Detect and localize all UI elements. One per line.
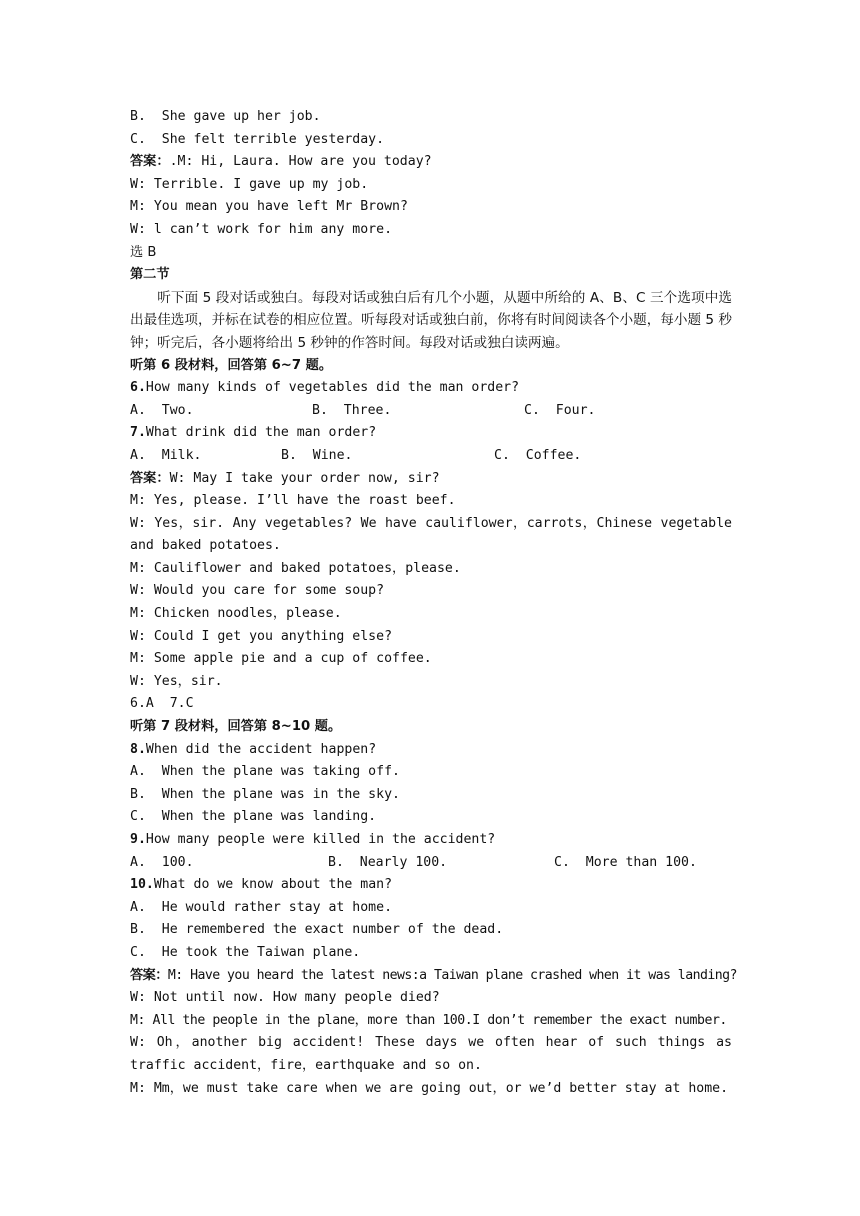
transcript-line: M: Mm，we must take care when we are going out，or we’d better stay at home. <box>130 1080 729 1096</box>
section-heading: 第二节 <box>130 267 170 283</box>
question-text: How many kinds of vegetables did the man order? <box>145 380 520 396</box>
transcript-line: M: Cauliflower and baked potatoes，please. <box>130 560 461 576</box>
option-a: A. Milk. <box>130 447 202 463</box>
transcript-line: M: Some apple pie and a cup of coffee. <box>130 651 432 667</box>
option-c: C. Four. <box>524 402 596 418</box>
answer-line <box>130 151 732 174</box>
option-b: B. Wine. <box>281 447 353 463</box>
answer-line <box>130 468 732 491</box>
option-b: B. He remembered the exact number of the dead. <box>130 922 504 938</box>
option-b: B. She gave up her job. <box>130 109 321 124</box>
transcript-line: W: Would you care for some soup? <box>130 583 385 599</box>
question-6 <box>130 377 732 400</box>
option-b: B. Nearly 100. <box>328 854 448 870</box>
option-b: B. Three. <box>312 402 392 418</box>
option-c: C. Coffee. <box>494 447 582 463</box>
material-7-heading: 听第 7 段材料，回答第 8~10 题。 <box>130 719 342 735</box>
question-number: 8. <box>130 741 146 757</box>
question-text: How many people were killed in the accident? <box>145 832 496 847</box>
question-text: What do we know about the man? <box>153 877 393 893</box>
transcript-line: M: You mean you have left Mr Brown? <box>130 199 408 215</box>
transcript-line: M: Yes, please. I’ll have the roast beef. <box>130 493 456 509</box>
option-c: C. She felt terrible yesterday. <box>130 131 385 147</box>
transcript-line: W: Oh，another big accident! These days we often hear of such things as traffic accident，fire，earthquake and so on. <box>130 1035 732 1073</box>
option-a: A. He would rather stay at home. <box>130 899 393 915</box>
question-8 <box>130 739 732 762</box>
question-9 <box>130 829 732 852</box>
transcript-line: W: Terrible. I gave up my job. <box>130 176 369 192</box>
question-7-options <box>130 445 732 468</box>
answer-line <box>130 965 737 988</box>
document-page <box>130 106 737 1100</box>
option-c: C. He took the Taiwan plane. <box>130 944 361 960</box>
transcript-line: M: All the people in the plane，more than 100.I don’t remember the exact number. <box>130 1012 727 1028</box>
transcript-line: W: Yes，sir. Any vegetables? We have cauliflower，carrots，Chinese vegetable and baked potatoes. <box>130 515 732 554</box>
question-number: 10. <box>130 877 154 893</box>
transcript-line: W: Not until now. How many people died? <box>130 990 440 1006</box>
question-9-options <box>130 852 732 875</box>
transcript-line: .M: Hi, Laura. How are you today? <box>169 154 432 170</box>
question-number: 6. <box>130 380 146 396</box>
answer-label: 答案： <box>130 154 170 170</box>
question-7 <box>130 422 732 445</box>
transcript-line: W: Yes，sir. <box>130 673 223 689</box>
answer-label: 答案： <box>130 967 168 983</box>
question-text: When did the accident happen? <box>145 741 377 757</box>
option-a: A. When the plane was taking off. <box>130 764 400 780</box>
transcript-line: W: May I take your order now, sir? <box>169 470 440 486</box>
transcript-line: M: Chicken noodles，please. <box>130 606 342 622</box>
choice-answer: 选 B <box>130 244 157 260</box>
transcript-line: W: Could I get you anything else? <box>130 628 393 644</box>
transcript-line: W: l can’t work for him any more. <box>130 221 393 237</box>
material-6-heading: 听第 6 段材料，回答第 6~7 题。 <box>130 357 333 373</box>
answer-label: 答案： <box>130 470 170 486</box>
answer-key: 6.A 7.C <box>130 696 194 712</box>
option-c: C. More than 100. <box>554 854 697 870</box>
question-number: 9. <box>130 832 146 847</box>
option-a: A. 100. <box>130 854 194 870</box>
option-c: C. When the plane was landing. <box>130 809 377 825</box>
question-10 <box>130 874 732 897</box>
question-text: What drink did the man order? <box>145 425 377 441</box>
section-instructions: 听下面 5 段对话或独白。每段对话或独白后有几个小题，从题中所给的 A、B、C 三个选项中选出最佳选项，并标在试卷的相应位置。听每段对话或独白前，你将有时间阅读各个小题，每小题 5 秒钟；听完后，各小题将给出 5 秒钟的作答时间。每段对话或独白读两遍。 <box>130 289 732 351</box>
option-b: B. When the plane was in the sky. <box>130 786 400 802</box>
option-a: A. Two. <box>130 402 194 418</box>
question-6-options <box>130 400 732 423</box>
transcript-line: M: Have you heard the latest news:a Taiwan plane crashed when it was landing? <box>167 967 737 983</box>
question-number: 7. <box>130 425 146 441</box>
